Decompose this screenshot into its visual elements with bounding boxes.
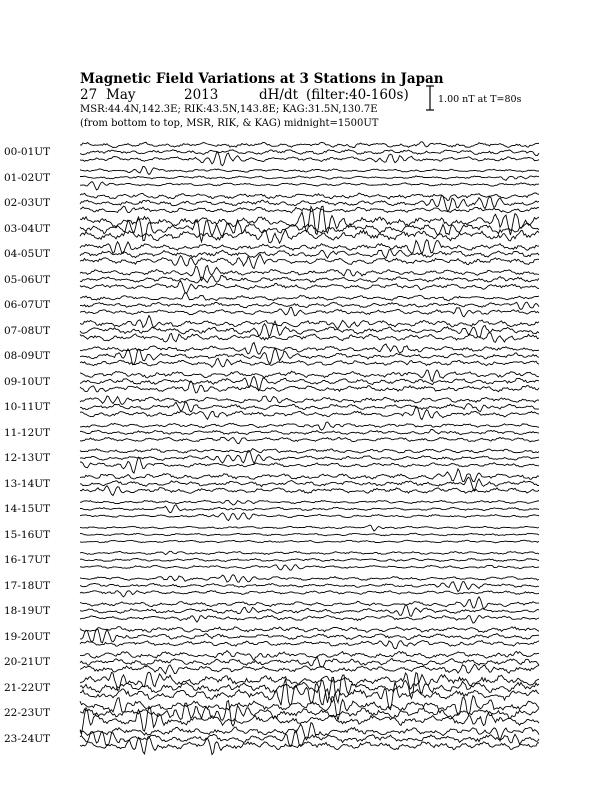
trace-msr-19-20UT: [80, 641, 539, 649]
row-label: 12-13UT: [4, 452, 51, 464]
trace-msr-14-15UT: [80, 513, 539, 521]
trace-msr-21-22UT: [80, 679, 539, 709]
trace-msr-02-03UT: [80, 206, 539, 213]
filter-label: (filter:40-160s): [306, 87, 409, 103]
quantity-label: dH/dt: [259, 87, 299, 103]
date-day: 27: [80, 87, 98, 103]
trace-kag-02-03UT: [80, 193, 539, 201]
trace-msr-16-17UT: [80, 565, 539, 570]
row-label: 16-17UT: [4, 554, 51, 566]
trace-kag-08-09UT: [80, 343, 539, 355]
row-label: 13-14UT: [4, 477, 51, 490]
trace-kag-14-15UT: [80, 500, 539, 505]
trace-rik-05-06UT: [80, 275, 539, 283]
trace-msr-15-16UT: [80, 540, 539, 543]
scale-bar: [426, 86, 434, 110]
trace-kag-01-02UT: [80, 166, 539, 174]
trace-rik-09-10UT: [80, 376, 539, 390]
trace-rik-23-24UT: [80, 730, 539, 746]
trace-msr-05-06UT: [80, 281, 539, 294]
trace-msr-01-02UT: [80, 182, 539, 190]
trace-msr-00-01UT: [80, 153, 539, 166]
trace-rik-06-07UT: [80, 302, 539, 310]
row-label: 23-24UT: [4, 732, 51, 745]
row-label: 11-12UT: [4, 426, 51, 439]
row-label: 06-07UT: [4, 299, 51, 311]
trace-msr-17-18UT: [80, 591, 539, 597]
trace-kag-07-08UT: [80, 316, 539, 329]
row-label: 14-15UT: [4, 503, 51, 515]
trace-kag-11-12UT: [80, 422, 539, 430]
trace-msr-03-04UT: [80, 230, 539, 244]
row-label: 04-05UT: [4, 248, 51, 260]
row-label: 19-20UT: [4, 630, 51, 643]
order-note: (from bottom to top, MSR, RIK, & KAG) midnight=1500UT: [80, 118, 379, 129]
row-label: 18-19UT: [4, 605, 51, 617]
trace-kag-15-16UT: [80, 525, 539, 531]
row-label: 00-01UT: [4, 146, 51, 158]
trace-rik-11-12UT: [80, 430, 539, 435]
row-label: 08-09UT: [4, 350, 51, 362]
trace-msr-07-08UT: [80, 333, 539, 343]
trace-rik-14-15UT: [80, 505, 539, 513]
scale-bar-label: 1.00 nT at T=80s: [438, 94, 522, 105]
trace-kag-10-11UT: [80, 396, 539, 405]
trace-rik-08-09UT: [80, 348, 539, 365]
trace-kag-03-04UT: [80, 206, 539, 235]
row-label: 17-18UT: [4, 579, 51, 592]
trace-rik-19-20UT: [80, 629, 539, 642]
trace-rik-10-11UT: [80, 402, 539, 412]
trace-kag-09-10UT: [80, 370, 539, 381]
trace-msr-08-09UT: [80, 358, 539, 367]
trace-kag-12-13UT: [80, 449, 539, 453]
row-label: 05-06UT: [4, 273, 51, 286]
trace-kag-00-01UT: [80, 142, 539, 148]
row-label: 15-16UT: [4, 528, 51, 541]
trace-rik-17-18UT: [80, 582, 539, 592]
trace-msr-12-13UT: [80, 457, 539, 473]
date-month: May: [106, 87, 136, 103]
row-label: 01-02UT: [4, 171, 51, 184]
trace-msr-23-24UT: [80, 736, 539, 754]
row-label: 07-08UT: [4, 324, 51, 337]
trace-kag-16-17UT: [80, 551, 539, 554]
trace-rik-16-17UT: [80, 558, 539, 561]
row-label: 21-22UT: [4, 681, 51, 694]
trace-rik-22-23UT: [80, 701, 539, 727]
trace-kag-04-05UT: [80, 240, 539, 254]
trace-rik-15-16UT: [80, 533, 539, 536]
chart-title: Magnetic Field Variations at 3 Stations in Japan: [80, 71, 444, 87]
trace-rik-13-14UT: [80, 477, 539, 490]
trace-rik-03-04UT: [80, 217, 539, 242]
trace-kag-18-19UT: [80, 597, 539, 609]
row-label: 22-23UT: [4, 707, 51, 719]
trace-msr-18-19UT: [80, 615, 539, 623]
trace-rik-00-01UT: [80, 150, 539, 156]
date-year: 2013: [184, 87, 219, 103]
row-label: 20-21UT: [4, 656, 51, 668]
stations-line: MSR:44.4N,142.3E; RIK:43.5N,143.8E; KAG:31.5N,130.7E: [80, 104, 378, 115]
trace-kag-20-21UT: [80, 651, 539, 661]
row-label: 02-03UT: [4, 197, 51, 209]
trace-kag-19-20UT: [80, 627, 539, 633]
row-label: 10-11UT: [4, 401, 51, 413]
trace-rik-12-13UT: [80, 451, 539, 464]
trace-kag-06-07UT: [80, 293, 539, 301]
trace-rik-04-05UT: [80, 249, 539, 258]
trace-rik-20-21UT: [80, 657, 539, 668]
trace-group: [80, 142, 539, 755]
trace-msr-13-14UT: [80, 486, 539, 496]
row-label: 09-10UT: [4, 375, 51, 388]
row-label: 03-04UT: [4, 222, 51, 235]
trace-rik-18-19UT: [80, 605, 539, 616]
trace-kag-17-18UT: [80, 575, 539, 583]
trace-msr-11-12UT: [80, 437, 539, 443]
trace-rik-01-02UT: [80, 176, 539, 181]
